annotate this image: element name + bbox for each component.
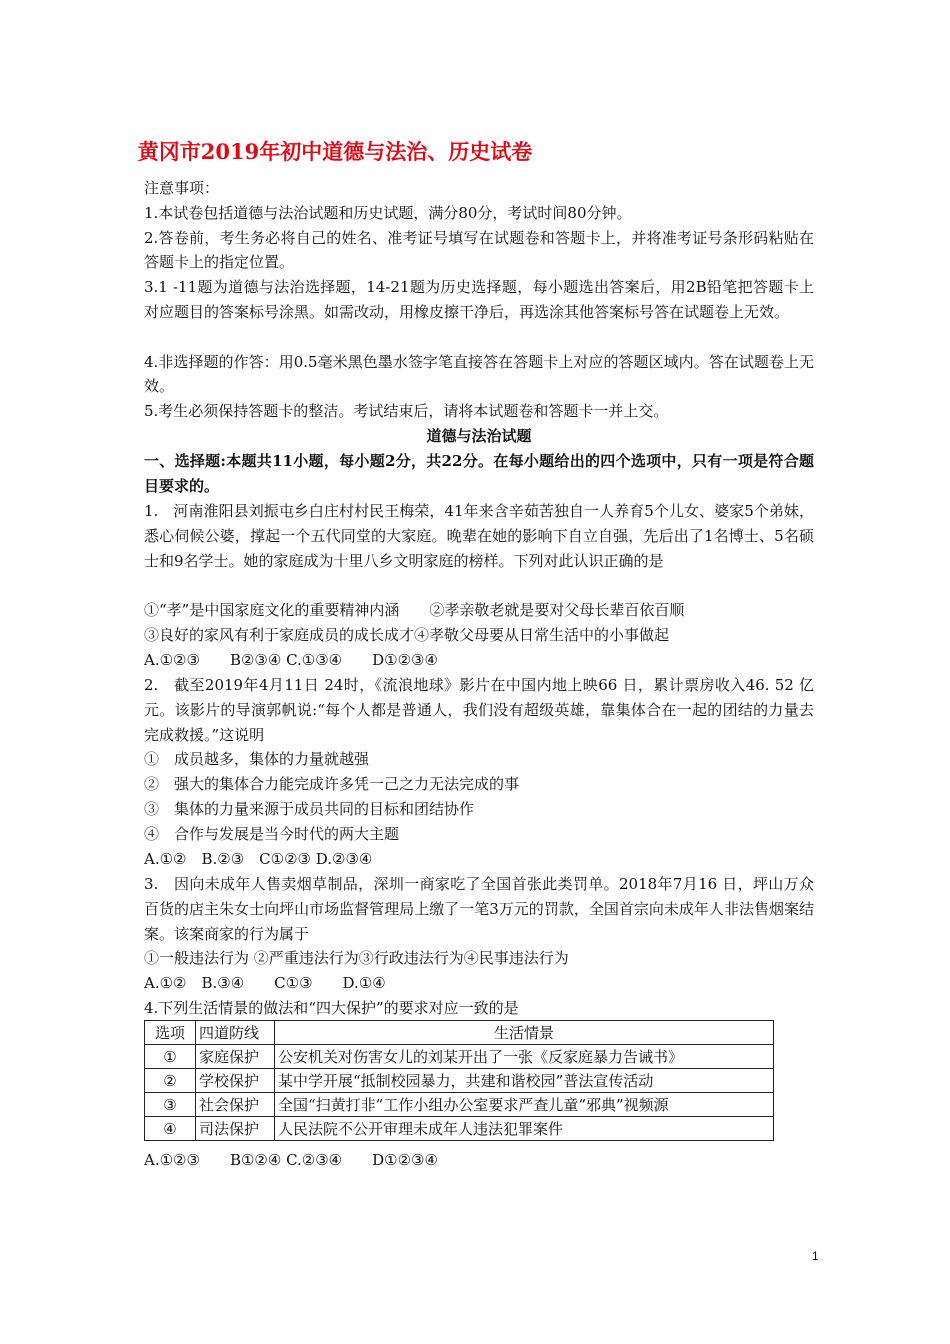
option-line: ① 成员越多，集体的力量就越强	[144, 750, 370, 769]
table-cell: ④	[145, 1117, 196, 1141]
table-cell: 社会保护	[196, 1093, 275, 1117]
table-row	[145, 1045, 774, 1069]
note-item: 1.本试卷包括道德与法治试题和历史试题，满分80分，考试时间80分钟。	[144, 203, 632, 222]
table-row	[145, 1117, 774, 1141]
note-item: 4.非选择题的作答：用0.5毫米黑色墨水签字笔直接答在答题卡上对应的答题区域内。答在试题卷上无效。	[144, 352, 814, 396]
note-item: 3.1 -11题为道德与法治选择题，14-21题为历史选择题，每小题选出答案后，用2B铅笔把答题卡上对应题目的答案标号涂黑。如需改动，用橡皮擦干净后，再选涂其他答案标号答在试题卷上无效。	[144, 278, 814, 321]
question-2	[144, 673, 814, 871]
notes-heading: 注意事项：	[144, 179, 220, 197]
option-line: ③良好的家风有利于家庭成员的成长成才④孝敬父母要从日常生活中的小事做起	[144, 625, 670, 644]
part-heading: 一、选择题:本题共11小题，每小题2分，共22分。在每小题给出的四个选项中，只有一项是符合题目要求的。	[144, 451, 814, 495]
option-line: ①一般违法行为 ②严重违法行为③行政违法行为④民事违法行为	[144, 949, 569, 968]
table-cell: 公安机关对伤害女儿的刘某开出了一张《反家庭暴力告诫书》	[275, 1045, 774, 1069]
table-cell: 全国“扫黄打非”工作小组办公室要求严查儿童“邪典”视频源	[275, 1093, 774, 1117]
page-number: 1	[812, 1249, 819, 1263]
table-cell: 家庭保护	[196, 1045, 275, 1069]
protection-table	[144, 1020, 774, 1141]
section-title: 道德与法治试题	[426, 427, 532, 445]
table-row	[145, 1069, 774, 1093]
option-line: ④ 合作与发展是当今时代的两大主题	[144, 824, 400, 843]
table-cell: ②	[145, 1069, 196, 1093]
page-title: 黄冈市2019年初中道德与法治、历史试卷	[137, 139, 533, 164]
table-cell: ③	[145, 1093, 196, 1117]
table-header-cell: 四道防线	[196, 1021, 275, 1045]
option-line: ①“孝”是中国家庭文化的重要精神内涵 ②孝亲敬老就是要对父母长辈百依百顺	[144, 601, 685, 620]
question-stem: 3. 因向未成年人售卖烟草制品，深圳一商家吃了全国首张此类罚单。2018年7月16 日，坪山万众百货的店主朱女士向坪山市场监督管理局上缴了一笔3万元的罚款，全国首宗向未成年人非法售烟案结案。该案商家的行为属于	[144, 875, 814, 943]
table-row	[145, 1093, 774, 1117]
answer-choices: A.①② B.③④ C①③ D.①④	[144, 974, 386, 993]
question-stem: 4.下列生活情景的做法和“四大保护”的要求对应一致的是	[144, 999, 519, 1017]
table-header-cell: 选项	[145, 1021, 196, 1045]
question-3	[144, 872, 814, 996]
answer-choices: A.①② B.②③ C①②③ D.②③④	[144, 849, 373, 868]
question-stem: 1. 河南淮阳县刘振屯乡白庄村村民王梅荣，41年来含辛茹苦独自一人养育5个儿女、婆家5个弟妹，悉心伺候公婆，撑起一个五代同堂的大家庭。晚辈在她的影响下自立自强，先后出了1名博士、5名硕士和9名学士。她的家庭成为十里八乡文明家庭的榜样。下列对此认识正确的是	[144, 502, 814, 570]
question-stem: 2. 截至2019年4月11日 24时，《流浪地球》影片在中国内地上映66 日，累计票房收入46. 52 亿元。该影片的导演郭帆说:“每个人都是普通人，我们没有超级英雄，靠集体合在一起的团结的力量去完成救援。”这说明	[144, 676, 814, 744]
table-header-row	[145, 1021, 774, 1045]
table-cell: 某中学开展“抵制校园暴力，共建和谐校园”普法宣传活动	[275, 1069, 774, 1093]
note-item: 2.答卷前，考生务必将自己的姓名、准考证号填写在试题卷和答题卡上，并将准考证号条形码粘贴在答题卡上的指定位置。	[144, 228, 814, 272]
notes-section	[144, 176, 814, 424]
question-1	[144, 499, 814, 673]
answer-choices: A.①②③ B②③④ C.①③④ D①②③④	[144, 650, 438, 669]
table-cell: 人民法院不公开审理未成年人违法犯罪案件	[275, 1117, 774, 1141]
table-header-cell: 生活情景	[275, 1021, 774, 1045]
note-item: 5.考生必须保持答题卡的整洁。考试结束后，请将本试题卷和答题卡一并上交。	[144, 402, 669, 421]
option-line: ② 强大的集体合力能完成许多凭一己之力无法完成的事	[144, 775, 520, 794]
section-header	[144, 424, 814, 498]
table-cell: 学校保护	[196, 1069, 275, 1093]
option-line: ③ 集体的力量来源于成员共同的目标和团结协作	[144, 799, 475, 818]
question-4	[144, 996, 814, 1021]
table-cell: 司法保护	[196, 1117, 275, 1141]
answer-choices: A.①②③ B①②④ C.②③④ D①②③④	[144, 1151, 438, 1169]
table-cell: ①	[145, 1045, 196, 1069]
